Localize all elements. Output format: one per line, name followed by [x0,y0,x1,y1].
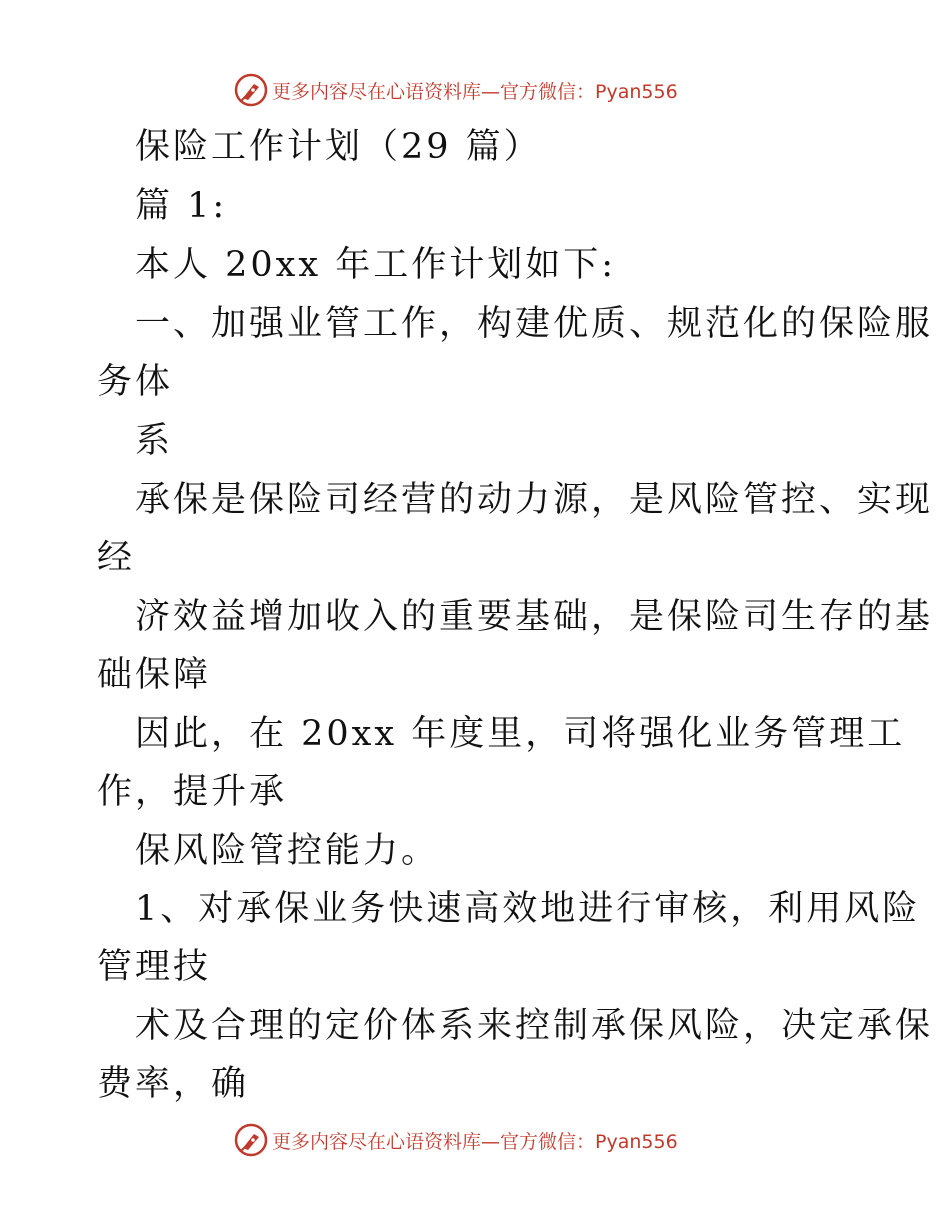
watermark-text: 更多内容尽在心语资料库—官方微信：Pyan556 [272,80,678,103]
header-watermark-banner [234,72,678,108]
doc-line: 作，提升承 [97,772,288,812]
doc-line: 术及合理的定价体系来控制承保风险，决定承保 [135,1006,934,1046]
doc-line: 保风险管控能力。 [135,831,440,871]
doc-line: 础保障 [97,655,212,695]
doc-line: 本人 20xx 年工作计划如下: [135,245,617,285]
doc-line: 费率，确 [97,1064,250,1104]
doc-line: 济效益增加收入的重要基础，是保险司生存的基 [135,597,934,637]
watermark-text: 更多内容尽在心语资料库—官方微信：Pyan556 [272,1130,678,1153]
doc-line: 系 [135,421,174,461]
doc-line: 篇 1: [135,186,228,226]
footer-watermark-banner [234,1122,678,1158]
doc-line: 1、对承保业务快速高效地进行审核，利用风险 [135,889,921,929]
doc-line: 承保是保险司经营的动力源，是风险管控、实现 [135,480,934,520]
watermark-wechat-handle: Pyan556 [595,1130,678,1153]
doc-line: 经 [97,538,136,578]
doc-line: 因此，在 20xx 年度里，司将强化业务管理工 [135,714,906,754]
watermark-wechat-handle: Pyan556 [595,80,678,103]
doc-title: 保险工作计划（29 篇） [135,127,542,167]
pen-nib-logo-icon [234,73,268,107]
doc-line: 一、加强业管工作，构建优质、规范化的保险服 [135,304,934,344]
doc-line: 管理技 [97,947,212,987]
pen-nib-logo-icon [234,1123,268,1157]
doc-line: 务体 [97,362,174,402]
